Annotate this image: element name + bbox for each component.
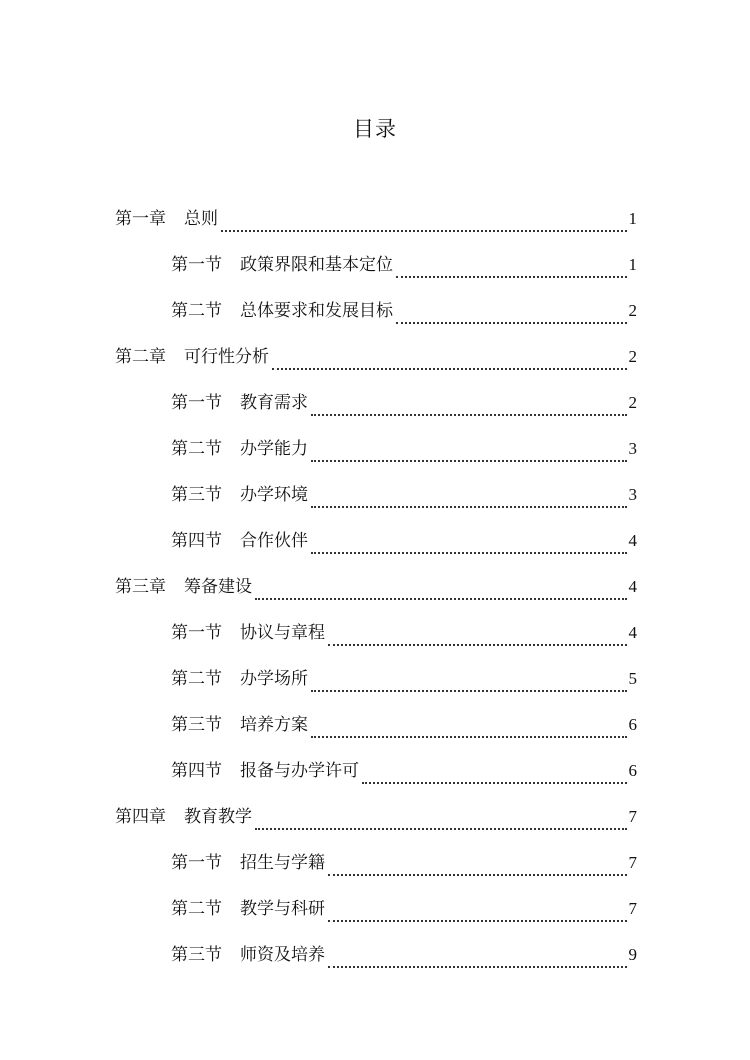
toc-dot-leader: [311, 460, 627, 462]
toc-entry-text: 报备与办学许可: [240, 761, 359, 781]
toc-entry-label: 第三节: [171, 945, 222, 965]
toc-page-number: 4: [628, 577, 637, 596]
toc-dot-leader: [362, 782, 627, 784]
toc-page-number: 4: [628, 623, 637, 642]
toc-entry-label: 第二节: [171, 439, 222, 459]
toc-entry-label: 第一节: [171, 255, 222, 275]
toc-entry-text: 协议与章程: [240, 623, 325, 643]
toc-dot-leader: [328, 874, 627, 876]
toc-page-number: 2: [628, 301, 637, 320]
toc-dot-leader: [255, 598, 627, 600]
toc-dot-leader: [328, 966, 627, 968]
toc-entry-section[interactable]: [0, 748, 750, 794]
toc-dot-leader: [311, 552, 627, 554]
toc-page-number: 6: [628, 761, 637, 780]
toc-entry-text: 教育教学: [184, 807, 252, 827]
toc-entry-text: 师资及培养: [240, 945, 325, 965]
toc-dot-leader: [221, 230, 627, 232]
toc-title: 目录: [353, 117, 397, 141]
toc-page-number: 6: [628, 715, 637, 734]
toc-page-number: 2: [628, 347, 637, 366]
toc-entry-section[interactable]: [0, 518, 750, 564]
toc-page-number: 3: [628, 485, 637, 504]
toc-entry-label: 第二章: [115, 347, 166, 367]
toc-entry-section[interactable]: [0, 840, 750, 886]
toc-page-number: 5: [628, 669, 637, 688]
toc-dot-leader: [396, 322, 627, 324]
toc-entry-section[interactable]: [0, 886, 750, 932]
toc-entry-chapter[interactable]: [0, 334, 750, 380]
toc-entry-text: 筹备建设: [184, 577, 252, 597]
toc-entry-section[interactable]: [0, 610, 750, 656]
toc-entry-text: 合作伙伴: [240, 531, 308, 551]
toc-entry-label: 第一节: [171, 623, 222, 643]
toc-dot-leader: [328, 920, 627, 922]
toc-entry-label: 第三章: [115, 577, 166, 597]
toc-page-number: 4: [628, 531, 637, 550]
toc-dot-leader: [311, 414, 627, 416]
toc-entry-label: 第三节: [171, 715, 222, 735]
toc-entry-label: 第四节: [171, 761, 222, 781]
toc-page-number: 2: [628, 393, 637, 412]
toc-entry-text: 教育需求: [240, 393, 308, 413]
toc-entry-section[interactable]: [0, 380, 750, 426]
toc-entry-text: 办学环境: [240, 485, 308, 505]
toc-entry-section[interactable]: [0, 242, 750, 288]
toc-entry-label: 第二节: [171, 301, 222, 321]
toc-page-number: 7: [628, 807, 637, 826]
toc-entry-label: 第二节: [171, 669, 222, 689]
toc-dot-leader: [311, 690, 627, 692]
toc-entry-label: 第四章: [115, 807, 166, 827]
toc-dot-leader: [311, 736, 627, 738]
toc-dot-leader: [396, 276, 627, 278]
toc-page-number: 7: [628, 899, 637, 918]
toc-page-number: 9: [628, 945, 637, 964]
toc-entry-section[interactable]: [0, 656, 750, 702]
toc-entry-text: 政策界限和基本定位: [240, 255, 393, 275]
toc-entry-text: 教学与科研: [240, 899, 325, 919]
toc-entry-label: 第二节: [171, 899, 222, 919]
toc-entry-text: 办学场所: [240, 669, 308, 689]
toc-entry-chapter[interactable]: [0, 564, 750, 610]
toc-entry-text: 总则: [184, 209, 218, 229]
toc-entry-text: 办学能力: [240, 439, 308, 459]
toc-entry-section[interactable]: [0, 472, 750, 518]
toc-entry-section[interactable]: [0, 288, 750, 334]
toc-entry-label: 第一节: [171, 393, 222, 413]
toc-entry-section[interactable]: [0, 702, 750, 748]
toc-page-number: 1: [628, 255, 637, 274]
toc-entry-chapter[interactable]: [0, 794, 750, 840]
toc-dot-leader: [272, 368, 627, 370]
toc-entry-text: 培养方案: [240, 715, 308, 735]
toc-entry-label: 第一节: [171, 853, 222, 873]
toc-entry-chapter[interactable]: [0, 196, 750, 242]
toc-list: [0, 196, 750, 978]
toc-page-number: 1: [628, 209, 637, 228]
toc-entry-text: 可行性分析: [184, 347, 269, 367]
toc-dot-leader: [255, 828, 627, 830]
toc-page-number: 7: [628, 853, 637, 872]
toc-entry-label: 第三节: [171, 485, 222, 505]
toc-page-number: 3: [628, 439, 637, 458]
toc-entry-section[interactable]: [0, 426, 750, 472]
toc-dot-leader: [311, 506, 627, 508]
toc-dot-leader: [328, 644, 627, 646]
toc-entry-label: 第四节: [171, 531, 222, 551]
toc-entry-text: 招生与学籍: [240, 853, 325, 873]
toc-entry-section[interactable]: [0, 932, 750, 978]
toc-entry-label: 第一章: [115, 209, 166, 229]
toc-entry-text: 总体要求和发展目标: [240, 301, 393, 321]
